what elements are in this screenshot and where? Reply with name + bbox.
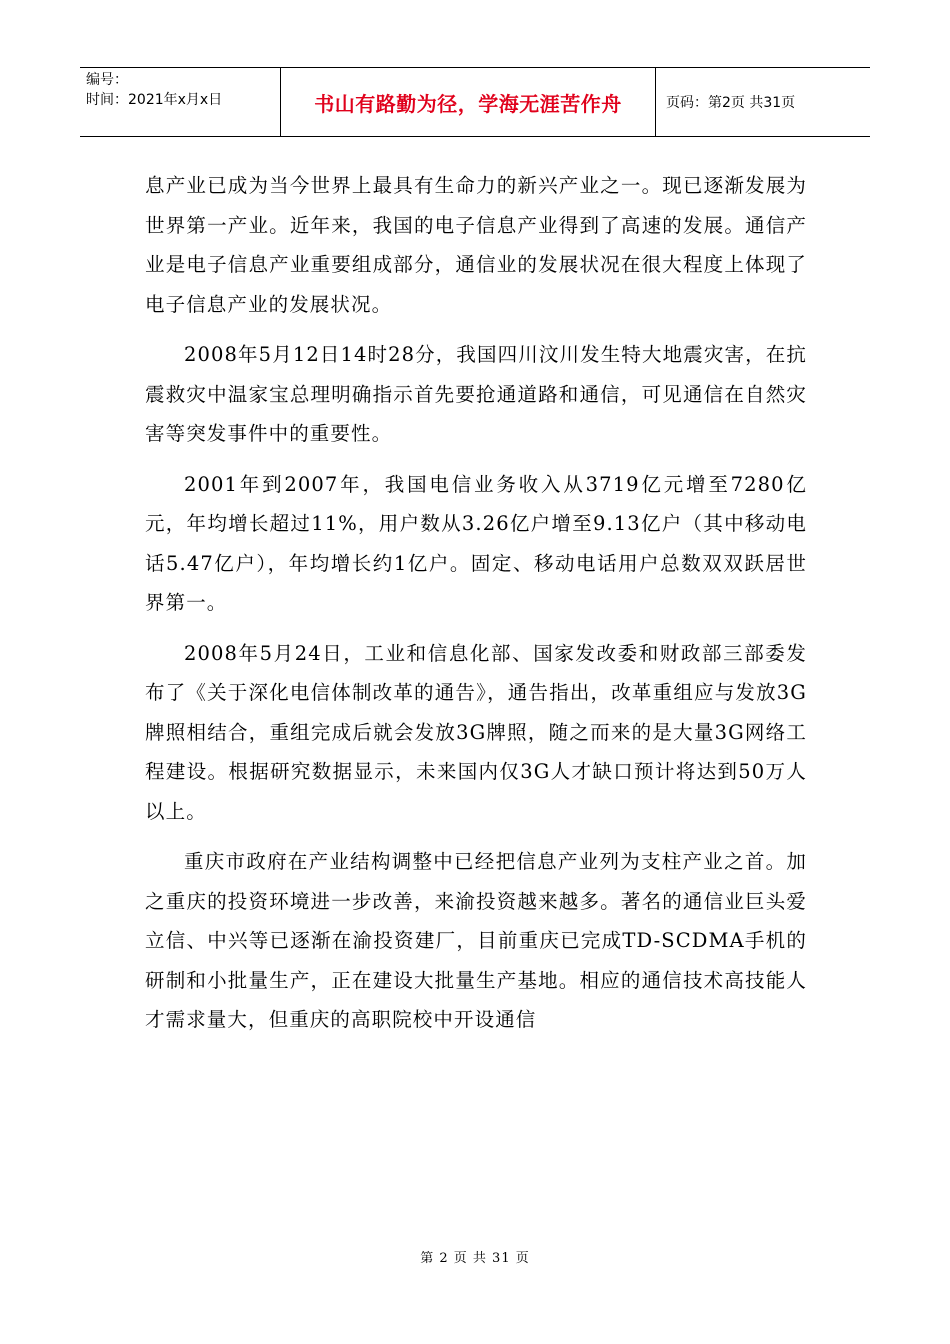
paragraph: 息产业已成为当今世界上最具有生命力的新兴产业之一。现已逐渐发展为世界第一产业。近年来，我国的电子信息产业得到了高速的发展。通信产业是电子信息产业重要组成部分，通信业的发展状况在很大程度上体现了电子信息产业的发展状况。	[145, 174, 807, 316]
paragraph: 重庆市政府在产业结构调整中已经把信息产业列为支柱产业之首。加之重庆的投资环境进一步改善，来渝投资越来越多。著名的通信业巨头爱立信、中兴等已逐渐在渝投资建厂，目前重庆已完成TD-SCDMA手机的研制和小批量生产，正在建设大批量生产基地。相应的通信技术高技能人才需求量大，但重庆的高职院校中开设通信	[145, 850, 807, 1031]
paragraph: 2008年5月12日14时28分，我国四川汶川发生特大地震灾害，在抗震救灾中温家宝总理明确指示首先要抢通道路和通信，可见通信在自然灾害等突发事件中的重要性。	[145, 343, 807, 445]
header-page-code: 页码：第2页 共31页	[666, 95, 796, 111]
document-date: 时间：2021年x月x日	[86, 92, 223, 108]
paragraph: 2001年到2007年，我国电信业务收入从3719亿元增至7280亿元，年均增长超过11%，用户数从3.26亿户增至9.13亿户（其中移动电话5.47亿户），年均增长约1亿户。固定、移动电话用户总数双双跃居世界第一。	[145, 472, 807, 614]
document-number-label: 编号：	[86, 72, 128, 88]
page-footer: 第 2 页 共 31 页	[420, 1251, 530, 1266]
paragraph: 2008年5月24日，工业和信息化部、国家发改委和财政部三部委发布了《关于深化电信体制改革的通告》，通告指出，改革重组应与发放3G牌照相结合，重组完成后就会发放3G牌照，随之而来的是大量3G网络工程建设。根据研究数据显示，未来国内仅3G人才缺口预计将达到50万人以上。	[145, 641, 807, 823]
header-motto: 书山有路勤为径，学海无涯苦作舟	[280, 68, 656, 136]
header-meta	[80, 68, 280, 136]
document-body	[145, 166, 807, 1051]
page-header	[80, 67, 870, 137]
